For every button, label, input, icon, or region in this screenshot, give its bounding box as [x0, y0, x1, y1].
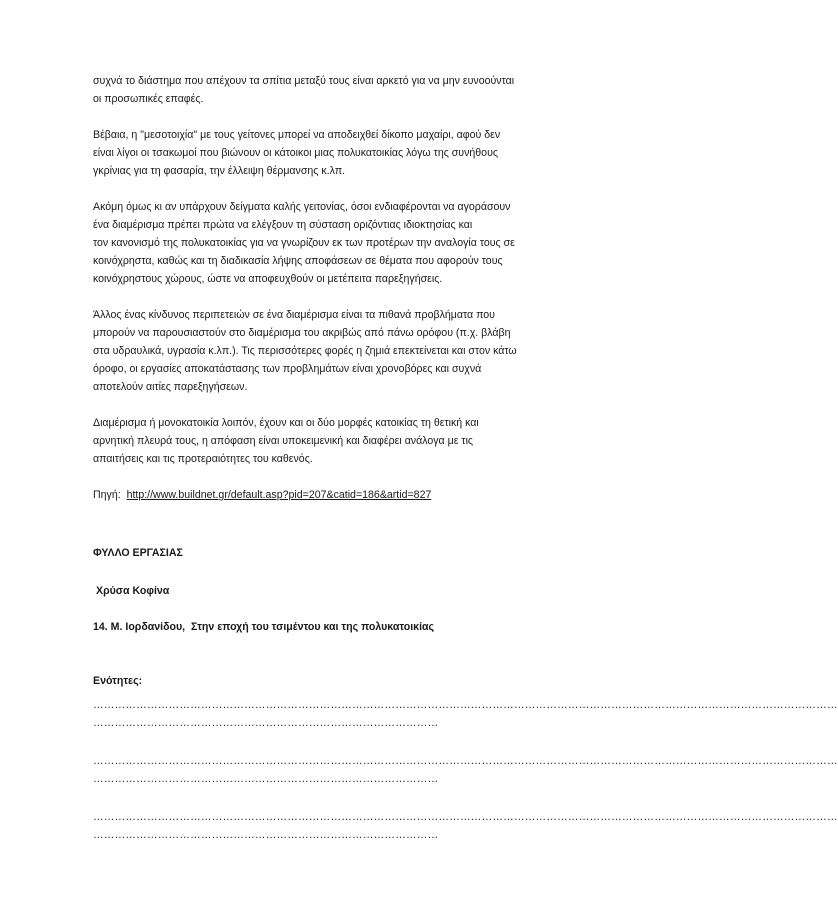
text-line: είναι λίγοι οι τσακωμοί που βιώνουν οι κάτοικοι μιας πολυκατοικίας λόγω της συνήθους: [93, 147, 498, 159]
worksheet-author: Χρύσα Κοφίνα: [96, 585, 170, 597]
text-line: Βέβαια, η "μεσοτοιχία" με τους γείτονες μπορεί να αποδειχθεί δίκοπο μαχαίρι, αφού δεν: [93, 129, 501, 141]
paragraph-5: [93, 414, 553, 468]
worksheet-lesson: 14. Μ. Ιορδανίδου, Στην εποχή του τσιμέντου και της πολυκατοικίας: [93, 621, 435, 633]
answer-lines-2: [93, 752, 838, 788]
answer-line[interactable]: ………………………………………………………………………………………………………………………………………………………………………………………: [93, 755, 838, 767]
text-line: αποτελούν αιτίες παρεξηγήσεων.: [93, 381, 248, 393]
paragraph-3: [93, 198, 553, 288]
source-link[interactable]: http://www.buildnet.gr/default.asp?pid=207&catid=186&artid=827: [126, 489, 432, 501]
text-line: συχνά το διάστημα που απέχουν τα σπίτια μεταξύ τους είναι αρκετό για να μην ευνοούνται: [93, 75, 515, 87]
text-line: Ακόμη όμως κι αν υπάρχουν δείγματα καλής γειτονίας, όσοι ενδιαφέρονται να αγοράσουν: [93, 201, 511, 213]
answer-line[interactable]: ………………………………………………………………………………………………………………………………………………………………………………………: [93, 699, 838, 711]
text-line: αρνητική πλευρά τους, η απόφαση είναι υποκειμενική και διαφέρει ανάλογα με τις: [93, 435, 474, 447]
worksheet-title: ΦΥΛΛΟ ΕΡΓΑΣΙΑΣ: [93, 547, 183, 559]
text-line: στα υδραυλικά, υγρασία κ.λπ.). Τις περισσότερες φορές η ζημιά επεκτείνεται και στον κάτω: [93, 345, 517, 357]
paragraph-1: [93, 72, 553, 108]
text-line: απαιτήσεις και τις προτεραιότητες του καθενός.: [93, 453, 313, 465]
source-line: [93, 486, 553, 504]
source-label: Πηγή:: [93, 489, 127, 501]
answer-line[interactable]: ……………………………………………………………………………………: [93, 717, 439, 729]
text-line: ένα διαμέρισμα πρέπει πρώτα να ελέγξουν τη σύσταση οριζόντιας ιδιοκτησίας και: [93, 219, 473, 231]
text-line: Διαμέρισμα ή μονοκατοικία λοιπόν, έχουν και οι δύο μορφές κατοικίας τη θετική και: [93, 417, 479, 429]
text-line: Άλλος ένας κίνδυνος περιπετειών σε ένα διαμέρισμα είναι τα πιθανά προβλήματα που: [93, 309, 495, 321]
text-line: γκρίνιας για τη φασαρία, την έλλειψη θέρμανσης κ.λπ.: [93, 165, 346, 177]
text-line: μπορούν να παρουσιαστούν στο διαμέρισμα του ακριβώς από πάνω ορόφου (π.χ. βλάβη: [93, 327, 511, 339]
answer-line[interactable]: ………………………………………………………………………………………………………………………………………………………………………………………: [93, 811, 838, 823]
text-line: τον κανονισμό της πολυκατοικίας για να γνωρίζουν εκ των προτέρων την αναλογία τους σε: [93, 237, 515, 249]
answer-line[interactable]: ……………………………………………………………………………………: [93, 829, 439, 841]
paragraph-2: [93, 126, 553, 180]
paragraph-4: [93, 306, 553, 396]
answer-lines-1: [93, 696, 838, 732]
document-body: [93, 72, 838, 844]
text-line: κοινόχρηστους χώρους, ώστε να αποφευχθούν οι μετέπειτα παρεξηγήσεις.: [93, 273, 443, 285]
text-line: όροφο, οι εργασίες αποκατάστασης των προβλημάτων είναι χρονοβόρες και συχνά: [93, 363, 482, 375]
text-line: κοινόχρηστα, καθώς και τη διαδικασία λήψης αποφάσεων σε θέματα που αφορούν τους: [93, 255, 503, 267]
text-line: οι προσωπικές επαφές.: [93, 93, 204, 105]
sections-label: Ενότητες:: [93, 675, 143, 687]
answer-line[interactable]: ……………………………………………………………………………………: [93, 773, 439, 785]
answer-lines-3: [93, 808, 838, 844]
